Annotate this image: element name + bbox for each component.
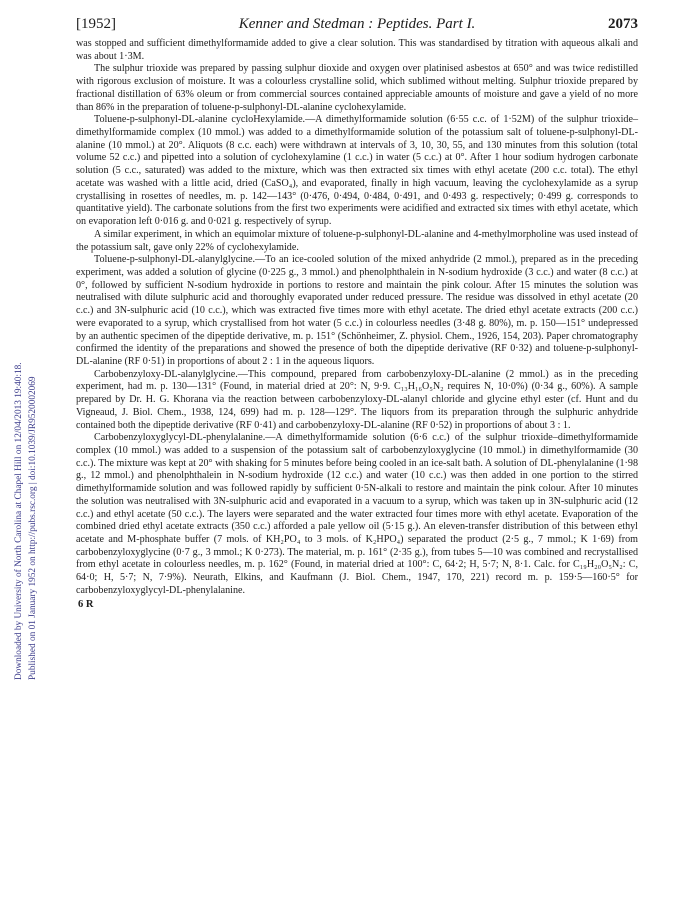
- download-notice: Downloaded by University of North Carolina at Chapel Hill on 12/04/2013 19:40:18.: [14, 362, 24, 680]
- signature-mark: 6 R: [78, 598, 94, 610]
- paragraph-cyclohexylamide: Toluene-p-sulphonyl-DL-alanine cycloHexylamide.—A dimethylformamide solution (6·55 c.c. of 1·52M) of the sulphur trioxide–dimethylformamide complex (10 mmol.) was added to a dimethylformamide solution of the potassium salt of toluene-p-sulphonyl-DL-alanine (10 mmol.) at 20°. Aliquots (8 c.c. each) were withdrawn at intervals of 3, 10, 30, 55, and 130 minutes from this solution (total volume 52 c.c.) and pipetted into a solution of cyclohexylamine (1 c.c.) in water (5 c.c.) at 0°. After 1 hour sodium hydrogen carbonate solution (5 c.c., saturated) was added to the mixture, which was then extracted six times with ethyl acetate (200 c.c. total). The ethyl acetate was washed with a little acid, dried (CaSO₄), and evaporated, finally in high vacuum, leaving the cyclohexylamide as a syrup crystallising in rosettes of needles, m. p. 142—143° (0·476, 0·494, 0·484, 0·491, and 0·493 g. respectively; 0·499 g. corresponds to quantitative yield). The carbonate solutions from the first two experiments were acidified and extracted six times with ethyl acetate, which on evaporation left 0·016 g. and 0·021 g. respectively of syrup.: [76, 114, 638, 228]
- paragraph-standardisation: was stopped and sufficient dimethylformamide added to give a clear solution. This was standardised by titration with aqueous alkali and was about 1·3M.: [76, 38, 638, 62]
- header-title: Kenner and Stedman : Peptides. Part I.: [238, 16, 476, 32]
- download-watermark: [3, 150, 43, 680]
- publication-notice: Published on 01 January 1952 on http://pubs.rsc.org | doi:10.1039/JR9520002069: [28, 376, 38, 680]
- paragraph-alanylglycine: Toluene-p-sulphonyl-DL-alanylglycine.—To an ice-cooled solution of the mixed anhydride (2 mmol.), prepared as in the preceding experiment, was added a solution of glycine (0·225 g., 3 mmol.) and phenolphthalein in N-sodium hydroxide (3 c.c.) and water (8 c.c.) at 0°, followed by sufficient N-sodium hydroxide in portions to restore and maintain the pink colour. After 15 minutes the solution was neutralised with dilute sulphuric acid and thoroughly evaporated under reduced pressure. The residue was dissolved in ethyl acetate (20 c.c.) and 3N-sulphuric acid (10 c.c.), which was extracted five times more with ethyl acetate. The dried ethyl acetate extracts (200 c.c.) were evaporated to a syrup, which crystallised from hot water (5 c.c.) in colourless needles (3·48 g. 80%), m. p. 150—151° undepressed by an authentic specimen of the dipeptide derivative, m. p. 151° (Schönheimer, Z. physiol. Chem., 1926, 154, 203). Paper chromatography confirmed the identity of the preparations and showed the presence of both the dipeptide derivative (RF 0·32) and toluene-p-sulphonyl-DL-alanine (RF 0·51) in proportions of about 2 : 1 in the aqueous liquors.: [76, 254, 638, 367]
- paragraph-sulphur-trioxide: The sulphur trioxide was prepared by passing sulphur dioxide and oxygen over platinised asbestos at 650° and was twice redistilled with rigorous exclusion of moisture. It was a colourless crystalline solid, which sublimed without melting. Sulphur trioxide prepared by fractional distillation of 63% oleum or from commercial sources contained appreciable amounts of moisture and gave a yield of no more than 86% in the preparation of toluene-p-sulphonyl-DL-alanine cyclohexylamide.: [76, 63, 638, 113]
- article-body: [76, 38, 638, 611]
- page-number: 2073: [608, 16, 638, 32]
- paragraph-similar-experiment: A similar experiment, in which an equimolar mixture of toluene-p-sulphonyl-DL-alanine and 4-methylmorpholine was used instead of the potassium salt, gave only 22% of cyclohexylamide.: [76, 228, 638, 253]
- running-head: [76, 16, 638, 38]
- paragraph-glycyl-phenylalanine: Carbobenzyloxyglycyl-DL-phenylalanine.—A dimethylformamide solution (6·6 c.c.) of the sulphur trioxide–dimethylformamide complex (10 mmol.) was added to a suspension of the potassium salt of carbobenzyloxyglycine (10 mmol.) in dimethylformamide (30 c.c.). The mixture was kept at 20° with shaking for 5 minutes before being cooled in an ice-salt bath. A solution of DL-phenylalanine (1·98 g., 12 mmol.) and phenolphthalein in N-sodium hydroxide (12 c.c.) and water (10 c.c.) was then added in one portion to the stirred dimethylformamide solution and was followed rapidly by sufficient 0·5N-alkali to restore and maintain the pink colour. After 10 minutes the solution was neutralised with 3N-sulphuric acid and evaporated in a vacuum to a syrup, which was taken up in 3N-sulphuric acid (12 c.c.) and ethyl acetate (50 c.c.). The layers were separated and the water extracted four times more with ethyl acetate. Evaporation of the combined dried ethyl acetate extracts (350 c.c.) afforded a pale yellow oil (5·15 g.). An eleven-transfer distribution of this between ethyl acetate and M-phosphate buffer (7 mols. of KH₂PO₄ to 3 mols. of K₂HPO₄) separated the product (2·5 g., 7 mmol.; K 1·69) from carbobenzyloxyglycine (0·7 g., 3 mmol.; K 0·273). The material, m. p. 161° (2·35 g.), from tubes 5—10 was combined and recrystallised from ethyl acetate in colourless needles, m. p. 162° (Found, in material dried at 100°: C, 64·2; H, 5·7; N, 8·1. Calc. for C₁₉H₂₀O₅N₂: C, 64·0; H, 5·7; N, 7·9%). Neurath, Elkins, and Kaufmann (J. Biol. Chem., 1947, 170, 221) record m. p. 159·5—160·5° for carbobenzyloxyglycyl-DL-phenylalanine.: [76, 432, 638, 596]
- header-year: [1952]: [76, 16, 116, 32]
- paragraph-carbobenzyloxy-alanylglycine: Carbobenzyloxy-DL-alanylglycine.—This compound, prepared from carbobenzyloxy-DL-alanine (2 mmol.) as in the preceding experiment, had m. p. 130—131° (Found, in material dried at 20°: N, 9·9. C₁₃H₁₆O₅N₂ requires N, 10·0%) (0·34 g., 60%). A sample prepared by Dr. H. G. Khorana via the reaction between carbobenzyloxy-DL-alanyl chloride and glycine ethyl ester (cf. Hunt and du Vigneaud, J. Biol. Chem., 1938, 124, 699) had m. p. 128—129°. The liquors from its preparation through the sulphuric anhydride contained both the dipeptide derivative (RF 0·41) and carbobenzyloxy-DL-alanine (RF 0·52) in proportions of about 3 : 1.: [76, 368, 638, 431]
